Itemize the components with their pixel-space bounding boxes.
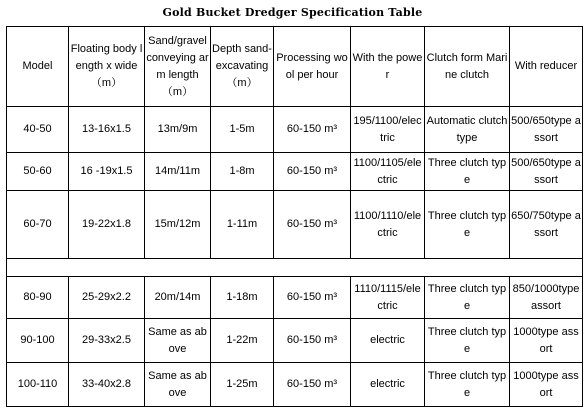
cell-arm-length: Same as above: [145, 319, 211, 363]
cell-arm-length: 20m/14m: [145, 277, 211, 319]
header-processing: Processing wool per hour: [274, 27, 351, 107]
cell-processing: 60-150 m³: [274, 191, 351, 259]
table-row: [7, 363, 583, 407]
cell-reducer: 650/750type assort: [510, 191, 583, 259]
cell-model: 40-50: [7, 107, 69, 153]
cell-body-size: 33-40x2.8: [69, 363, 145, 407]
cell-depth: 1-18m: [211, 277, 274, 319]
cell-power: electric: [351, 363, 425, 407]
cell-model: 90-100: [7, 319, 69, 363]
table-row: [7, 191, 583, 259]
cell-arm-length: 14m/11m: [145, 153, 211, 191]
cell-clutch: Three clutch type: [425, 153, 510, 191]
cell-reducer: 1000type assort: [510, 363, 583, 407]
cell-power: electric: [351, 319, 425, 363]
header-power: With the power: [351, 27, 425, 107]
cell-reducer: 850/1000type assort: [510, 277, 583, 319]
cell-depth: 1-25m: [211, 363, 274, 407]
cell-body-size: 25-29x2.2: [69, 277, 145, 319]
cell-arm-length: Same as above: [145, 363, 211, 407]
cell-arm-length: 13m/9m: [145, 107, 211, 153]
cell-body-size: 29-33x2.5: [69, 319, 145, 363]
cell-reducer: 500/650type assort: [510, 107, 583, 153]
header-row: [7, 27, 583, 107]
table-row: [7, 153, 583, 191]
cell-depth: 1-8m: [211, 153, 274, 191]
cell-depth: 1-11m: [211, 191, 274, 259]
cell-body-size: 13-16x1.5: [69, 107, 145, 153]
cell-model: 100-110: [7, 363, 69, 407]
cell-depth: 1-22m: [211, 319, 274, 363]
spec-table: [6, 26, 583, 407]
cell-processing: 60-150 m³: [274, 277, 351, 319]
empty-cell: [7, 259, 583, 277]
cell-arm-length: 15m/12m: [145, 191, 211, 259]
cell-model: 80-90: [7, 277, 69, 319]
empty-row: [7, 259, 583, 277]
header-arm-length: Sand/gravel conveying arm length （m）: [145, 27, 211, 107]
cell-body-size: 19-22x1.8: [69, 191, 145, 259]
cell-power: 1100/1110/electric: [351, 191, 425, 259]
cell-power: 195/1100/electric: [351, 107, 425, 153]
cell-body-size: 16 -19x1.5: [69, 153, 145, 191]
cell-clutch: Three clutch type: [425, 363, 510, 407]
cell-clutch: Three clutch type: [425, 319, 510, 363]
table-row: [7, 107, 583, 153]
header-clutch: Clutch form Marine clutch: [425, 27, 510, 107]
cell-power: 1100/1105/electric: [351, 153, 425, 191]
cell-model: 60-70: [7, 191, 69, 259]
cell-power: 1110/1115/electric: [351, 277, 425, 319]
cell-processing: 60-150 m³: [274, 153, 351, 191]
cell-reducer: 500/650type assort: [510, 153, 583, 191]
cell-clutch: Automatic clutch type: [425, 107, 510, 153]
table-row: [7, 319, 583, 363]
table-title: Gold Bucket Dredger Specification Table: [162, 6, 423, 19]
cell-model: 50-60: [7, 153, 69, 191]
header-reducer: With reducer: [510, 27, 583, 107]
table-row: [7, 277, 583, 319]
header-model: Model: [7, 27, 69, 107]
cell-clutch: Three clutch type: [425, 191, 510, 259]
cell-processing: 60-150 m³: [274, 319, 351, 363]
cell-processing: 60-150 m³: [274, 107, 351, 153]
cell-reducer: 1000type assort: [510, 319, 583, 363]
cell-processing: 60-150 m³: [274, 363, 351, 407]
cell-clutch: Three clutch type: [425, 277, 510, 319]
cell-depth: 1-5m: [211, 107, 274, 153]
header-depth: Depth sand-excavating （m）: [211, 27, 274, 107]
header-body-size: Floating body length x wide（m）: [69, 27, 145, 107]
